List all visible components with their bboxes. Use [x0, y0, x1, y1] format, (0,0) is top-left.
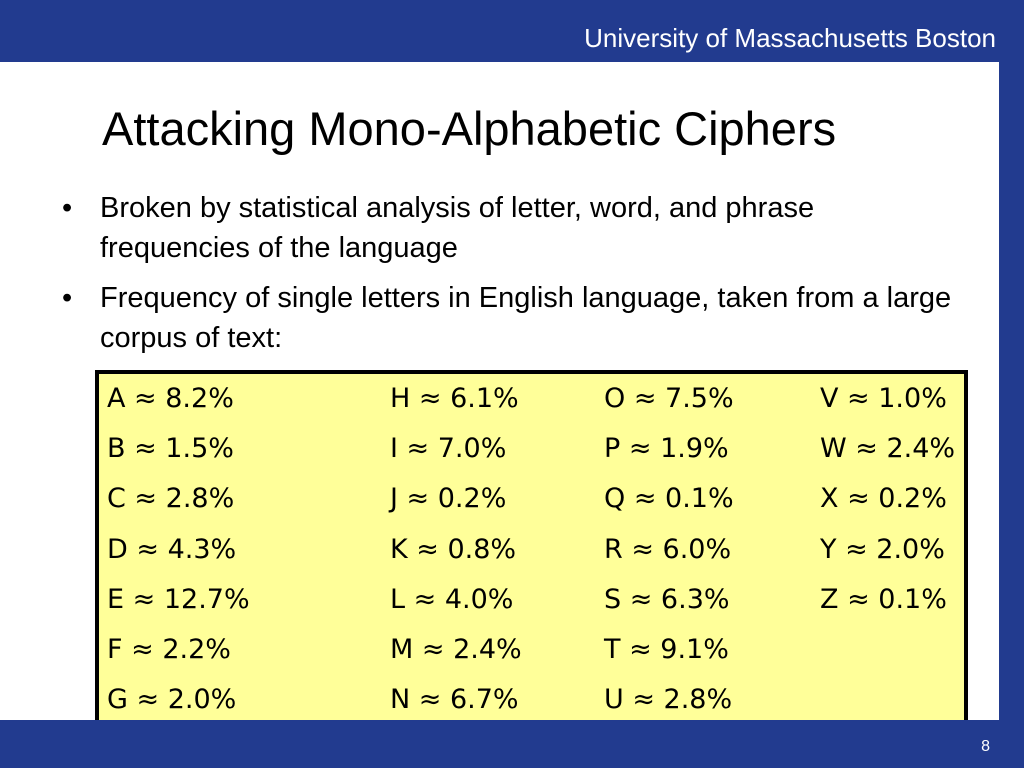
letter-frequency-cell: N ≈ 6.7%: [390, 684, 519, 716]
bullet-text: Broken by statistical analysis of letter, word, and phrase frequencies of the language: [100, 192, 815, 264]
letter-frequency-cell: S ≈ 6.3%: [604, 583, 730, 615]
letter-frequency-cell: R ≈ 6.0%: [604, 533, 732, 565]
letter-frequency-cell: C ≈ 2.8%: [107, 483, 235, 515]
bullet-item: [62, 278, 962, 358]
letter-frequency-cell: Q ≈ 0.1%: [604, 483, 734, 515]
footer-bar: [0, 720, 1024, 768]
bullet-item: [62, 188, 962, 268]
letter-frequency-cell: A ≈ 8.2%: [107, 383, 234, 414]
letter-frequency-cell: K ≈ 0.8%: [390, 533, 517, 565]
side-strip: [999, 62, 1024, 720]
header-bar: [0, 0, 1024, 62]
bullet-marker: •: [62, 192, 73, 224]
letter-frequency-cell: G ≈ 2.0%: [107, 684, 237, 716]
slide-title: Attacking Mono-Alphabetic Ciphers: [102, 102, 837, 155]
letter-frequency-cell: F ≈ 2.2%: [107, 634, 231, 665]
bullet-list: [62, 188, 962, 368]
letter-frequency-cell: U ≈ 2.8%: [604, 684, 733, 716]
bullet-marker: •: [62, 282, 73, 314]
letter-frequency-cell: O ≈ 7.5%: [604, 383, 734, 414]
letter-frequency-cell: T ≈ 9.1%: [604, 634, 729, 665]
bullet-text: Frequency of single letters in English language, taken from a large corpus of text:: [100, 282, 952, 354]
letter-frequency-cell: J ≈ 0.2%: [390, 483, 507, 515]
letter-frequency-cell: X ≈ 0.2%: [820, 483, 947, 515]
letter-frequency-cell: L ≈ 4.0%: [390, 583, 514, 615]
letter-frequency-cell: H ≈ 6.1%: [390, 383, 519, 414]
page-number: 8: [981, 738, 990, 755]
letter-frequency-cell: W ≈ 2.4%: [820, 433, 956, 465]
letter-frequency-cell: V ≈ 1.0%: [820, 383, 947, 414]
letter-frequency-cell: Y ≈ 2.0%: [820, 533, 945, 565]
letter-frequency-cell: B ≈ 1.5%: [107, 433, 234, 465]
letter-frequency-cell: P ≈ 1.9%: [604, 433, 729, 465]
letter-frequency-cell: M ≈ 2.4%: [390, 634, 522, 665]
letter-frequency-table: [95, 370, 968, 727]
university-name: University of Massachusetts Boston: [584, 23, 996, 53]
letter-frequency-cell: E ≈ 12.7%: [107, 583, 250, 615]
letter-frequency-cell: D ≈ 4.3%: [107, 533, 237, 565]
letter-frequency-cell: Z ≈ 0.1%: [820, 583, 947, 615]
letter-frequency-cell: I ≈ 7.0%: [390, 433, 507, 465]
